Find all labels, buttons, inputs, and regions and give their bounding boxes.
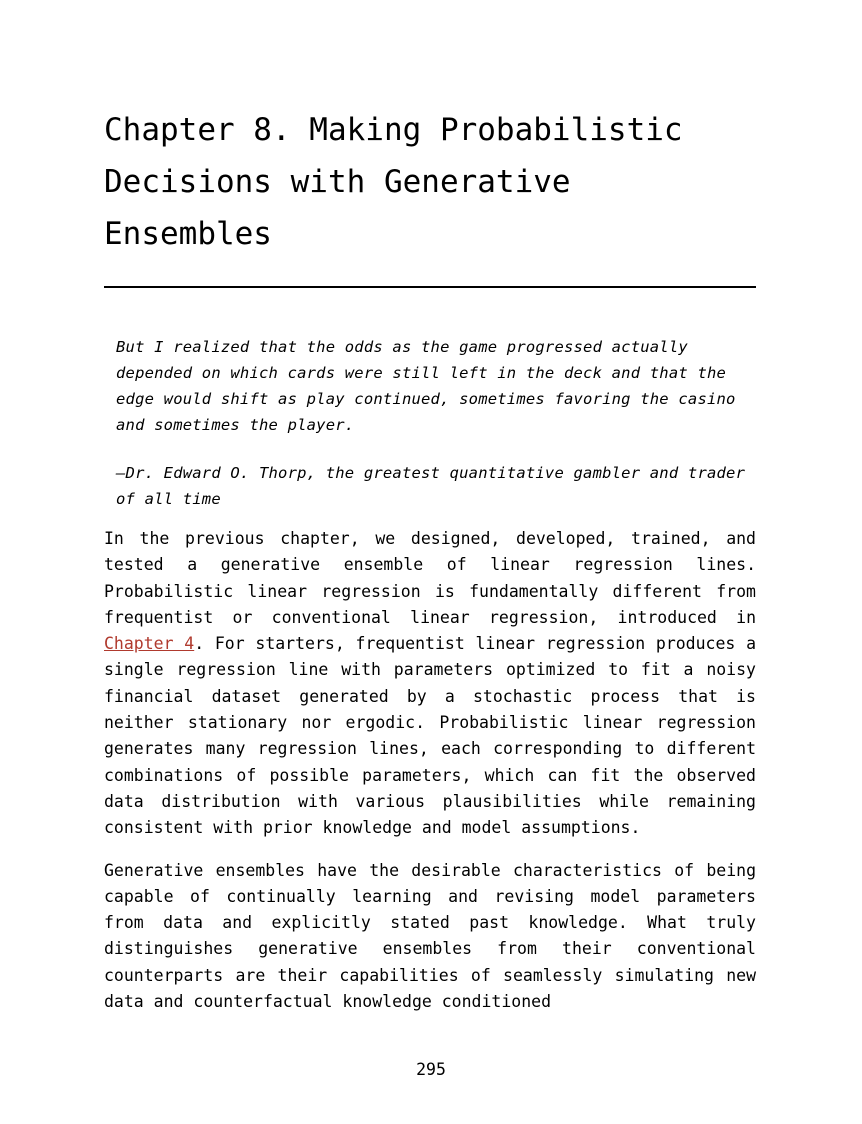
paragraph-2: Generative ensembles have the desirable characteristics of being capable of continually learning and revising model parameters from data and explicitly stated past knowledge. What truly distinguishes generative ensembles from their conventional counterparts are their capabilities of seamlessly simulating new data and counterfactual knowledge conditioned bbox=[104, 860, 756, 1012]
paragraph-1-text-before-link: In the previous chapter, we designed, developed, trained, and tested a generative ensemble of linear regression lines. Probabilistic linear regression is fundamentally different from frequentist or conventional linear regression, introduced in bbox=[104, 529, 756, 627]
paragraph-1 bbox=[104, 526, 756, 842]
body-text bbox=[104, 526, 756, 1015]
epigraph-block bbox=[116, 334, 746, 512]
page-number: 295 bbox=[416, 1060, 446, 1079]
epigraph-quote: But I realized that the odds as the game progressed actually depended on which cards were still left in the deck and that the edge would shift as play continued, sometimes favoring the casino and sometimes the player. bbox=[116, 338, 736, 434]
page-content bbox=[104, 104, 756, 1015]
chapter-4-link[interactable]: Chapter 4 bbox=[104, 634, 195, 654]
title-divider bbox=[104, 286, 756, 288]
page-title: Chapter 8. Making Probabilistic Decisions with Generative Ensembles bbox=[104, 112, 702, 252]
paragraph-1-text-after-link: . For starters, frequentist linear regression produces a single regression line with parameters optimized to fit a noisy financial dataset generated by a stochastic process that is neither stationary nor ergodic. Probabilistic linear regression generates many regression lines, each corresponding to different combinations of possible parameters, which can fit the observed data distribution with various plausibilities while remaining consistent with prior knowledge and model assumptions. bbox=[104, 634, 757, 838]
epigraph-attribution: —Dr. Edward O. Thorp, the greatest quantitative gambler and trader of all time bbox=[116, 464, 746, 508]
